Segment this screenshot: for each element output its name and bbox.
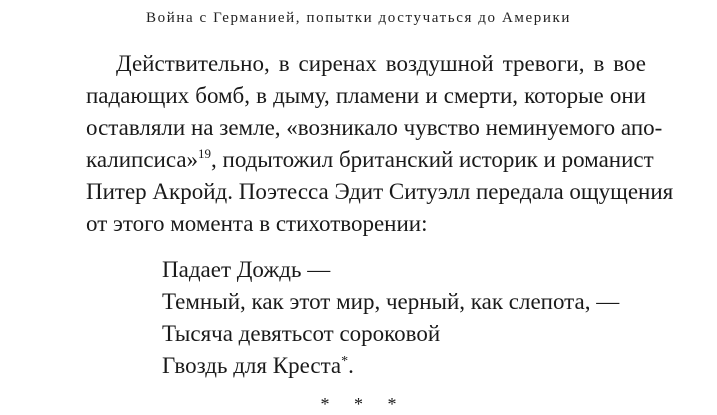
poem-verse-with-note: [162, 350, 619, 382]
paragraph-line: Действительно, в сиренах воздушной тревоги, в вое: [116, 51, 646, 76]
paragraph-line: Питер Акройд. Поэтесса Эдит Ситуэлл передала ощущения: [86, 179, 674, 204]
poem-verse: Падает Дождь —: [162, 257, 331, 282]
paragraph-line: оставляли на земле, «возникало чувство неминуемого апо-: [86, 115, 663, 140]
paragraph-line: от этого момента в стихотворении:: [86, 211, 428, 236]
paragraph-line-with-footnote: [86, 144, 654, 176]
poem-quote: [162, 254, 619, 382]
footnote-asterisk: *: [341, 354, 349, 369]
poem-text: .: [348, 353, 354, 378]
body-paragraph: [86, 48, 674, 240]
paragraph-line: падающих бомб, в дыму, пламени и смерти, которые они: [86, 83, 646, 108]
footnote-reference: 19: [198, 146, 212, 161]
poem-text: Гвоздь для Креста: [162, 353, 342, 378]
paragraph-text: , подытожил британский историк и романист: [211, 147, 654, 172]
paragraph-text: калипсиса»: [86, 147, 199, 172]
section-break: * * *: [320, 394, 407, 414]
running-head: Война с Германией, попытки достучаться до Америки: [145, 10, 572, 26]
poem-verse: Тысяча девятьсот сороковой: [162, 321, 441, 346]
poem-verse: Темный, как этот мир, черный, как слепота, —: [162, 289, 620, 314]
